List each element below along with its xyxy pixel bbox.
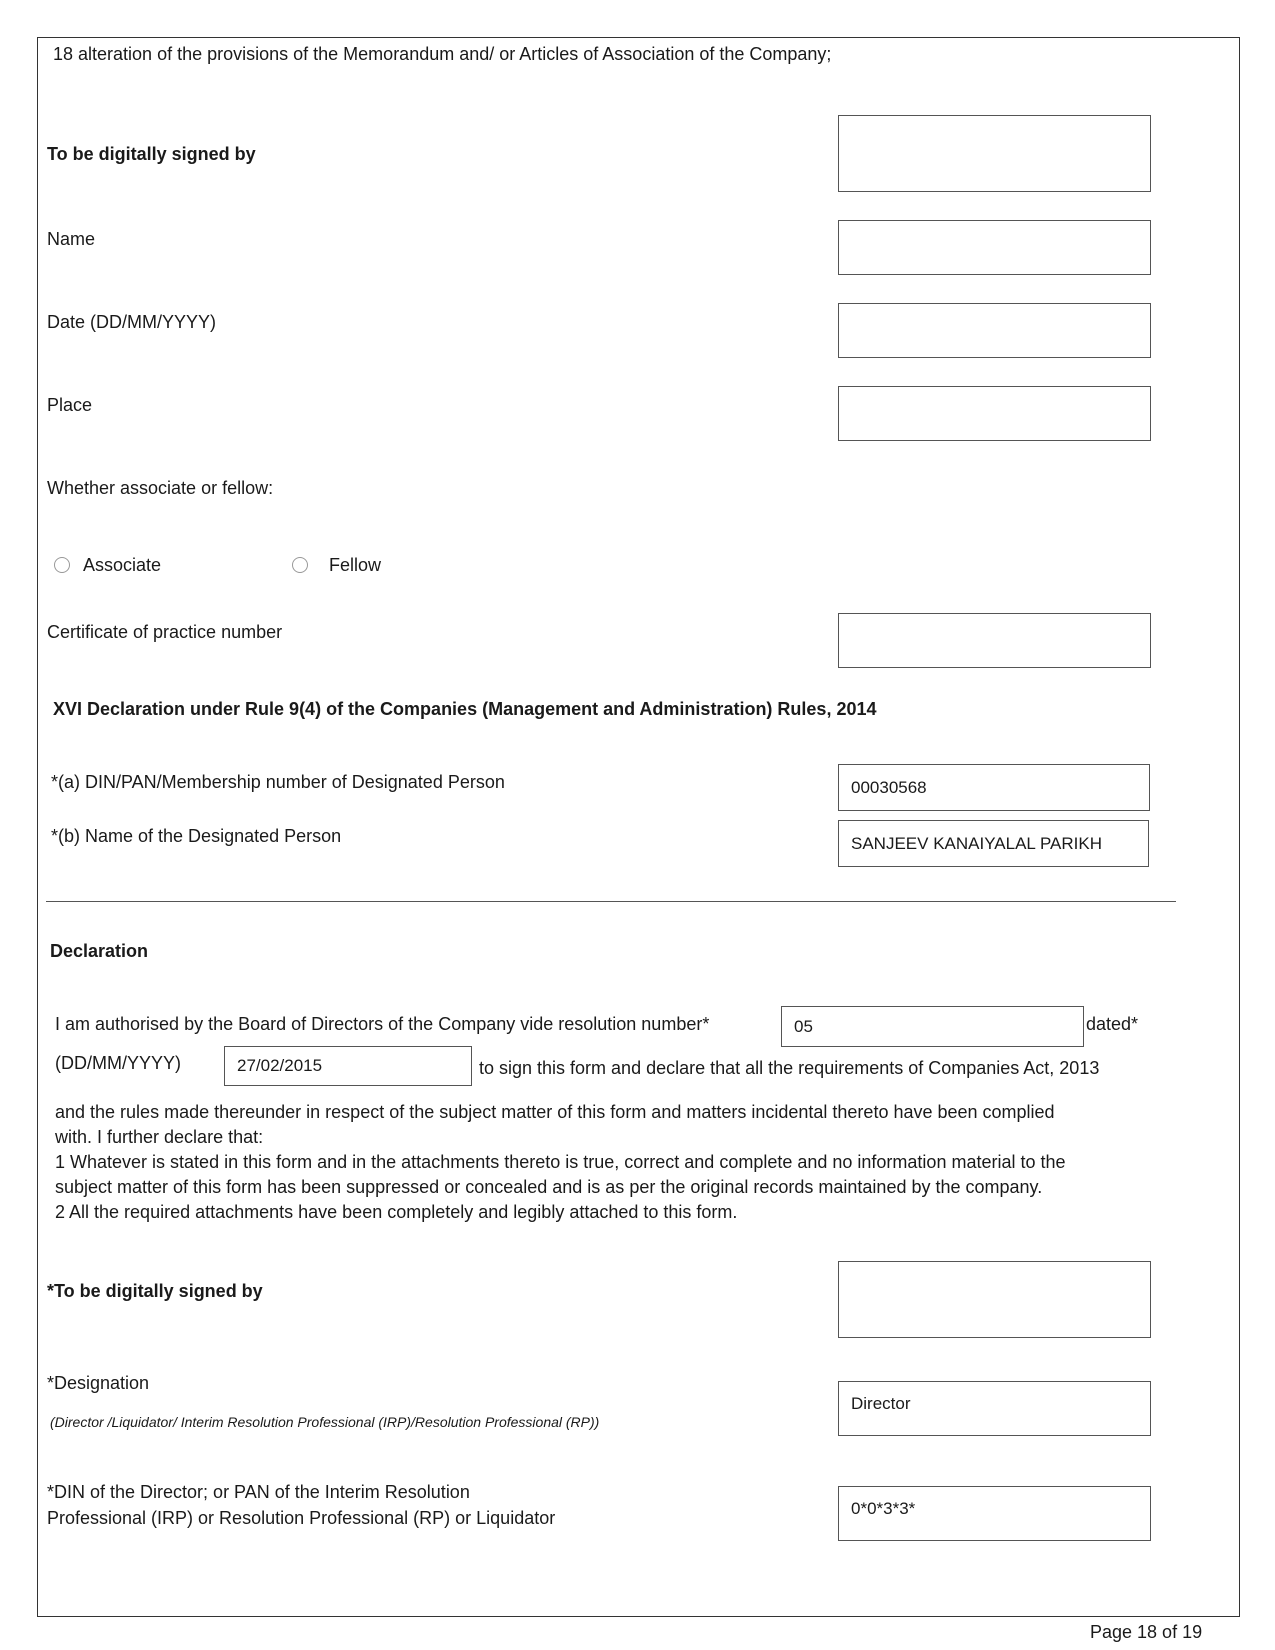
designation-hint: (Director /Liquidator/ Interim Resolution Professional (IRP)/Resolution Professional (RP)) [50,1414,600,1430]
section-xvi-title: XVI Declaration under Rule 9(4) of the Companies (Management and Administration) Rules, 2014 [53,699,877,719]
signed-by-label: To be digitally signed by [47,144,256,164]
declaration-signature-field[interactable] [838,1261,1151,1338]
designated-name-label: *(b) Name of the Designated Person [51,826,342,846]
resolution-date-field[interactable]: 27/02/2015 [224,1046,472,1086]
date-label: Date (DD/MM/YYYY) [47,312,217,332]
certificate-label: Certificate of practice number [47,622,283,642]
associate-fellow-label: Whether associate or fellow: [47,478,274,498]
associate-option-label: Associate [83,555,162,575]
designated-din-field[interactable]: 00030568 [838,764,1150,811]
date-format-label: (DD/MM/YYYY) [55,1053,181,1073]
fellow-option-label: Fellow [329,555,382,575]
place-field[interactable] [838,386,1151,441]
director-din-label-line1: *DIN of the Director; or PAN of the Interim Resolution [47,1482,470,1502]
designated-name-field[interactable]: SANJEEV KANAIYALAL PARIKH [838,820,1149,867]
designation-field[interactable]: Director [838,1381,1151,1436]
section-divider [46,901,1176,902]
designation-label: *Designation [47,1373,150,1393]
declaration-title: Declaration [50,941,149,961]
associate-radio[interactable] [54,557,70,573]
dated-label: dated* [1086,1014,1139,1034]
place-label: Place [47,395,93,415]
designated-din-label: *(a) DIN/PAN/Membership number of Designated Person [51,772,505,792]
resolution-number-field[interactable]: 05 [781,1006,1084,1047]
director-din-label-line2: Professional (IRP) or Resolution Professional (RP) or Liquidator [47,1508,556,1528]
name-field[interactable] [838,220,1151,275]
declaration-signed-by-label: *To be digitally signed by [47,1281,263,1301]
certificate-field[interactable] [838,613,1151,668]
name-label: Name [47,229,96,249]
fellow-radio[interactable] [292,557,308,573]
declaration-para-line: with. I further declare that: [55,1127,264,1147]
date-field[interactable] [838,303,1151,358]
declaration-line2-text: to sign this form and declare that all the requirements of Companies Act, 2013 [479,1058,1100,1078]
page-number: Page 18 of 19 [1090,1622,1203,1642]
authorisation-text: I am authorised by the Board of Directors of the Company vide resolution number* [55,1014,710,1034]
declaration-paragraph [55,1100,1165,1225]
declaration-para-line: 2 All the required attachments have been completely and legibly attached to this form. [55,1202,738,1222]
declaration-para-line: 1 Whatever is stated in this form and in the attachments thereto is true, correct and complete and no information material to the [55,1152,1066,1172]
signature-field[interactable] [838,115,1151,192]
declaration-para-line: and the rules made thereunder in respect of the subject matter of this form and matters incidental thereto have been complied [55,1102,1055,1122]
declaration-para-line: subject matter of this form has been suppressed or concealed and is as per the original records maintained by the company. [55,1177,1043,1197]
item-18-text: 18 alteration of the provisions of the Memorandum and/ or Articles of Association of the Company; [53,44,832,64]
director-din-field[interactable]: 0*0*3*3* [838,1486,1151,1541]
